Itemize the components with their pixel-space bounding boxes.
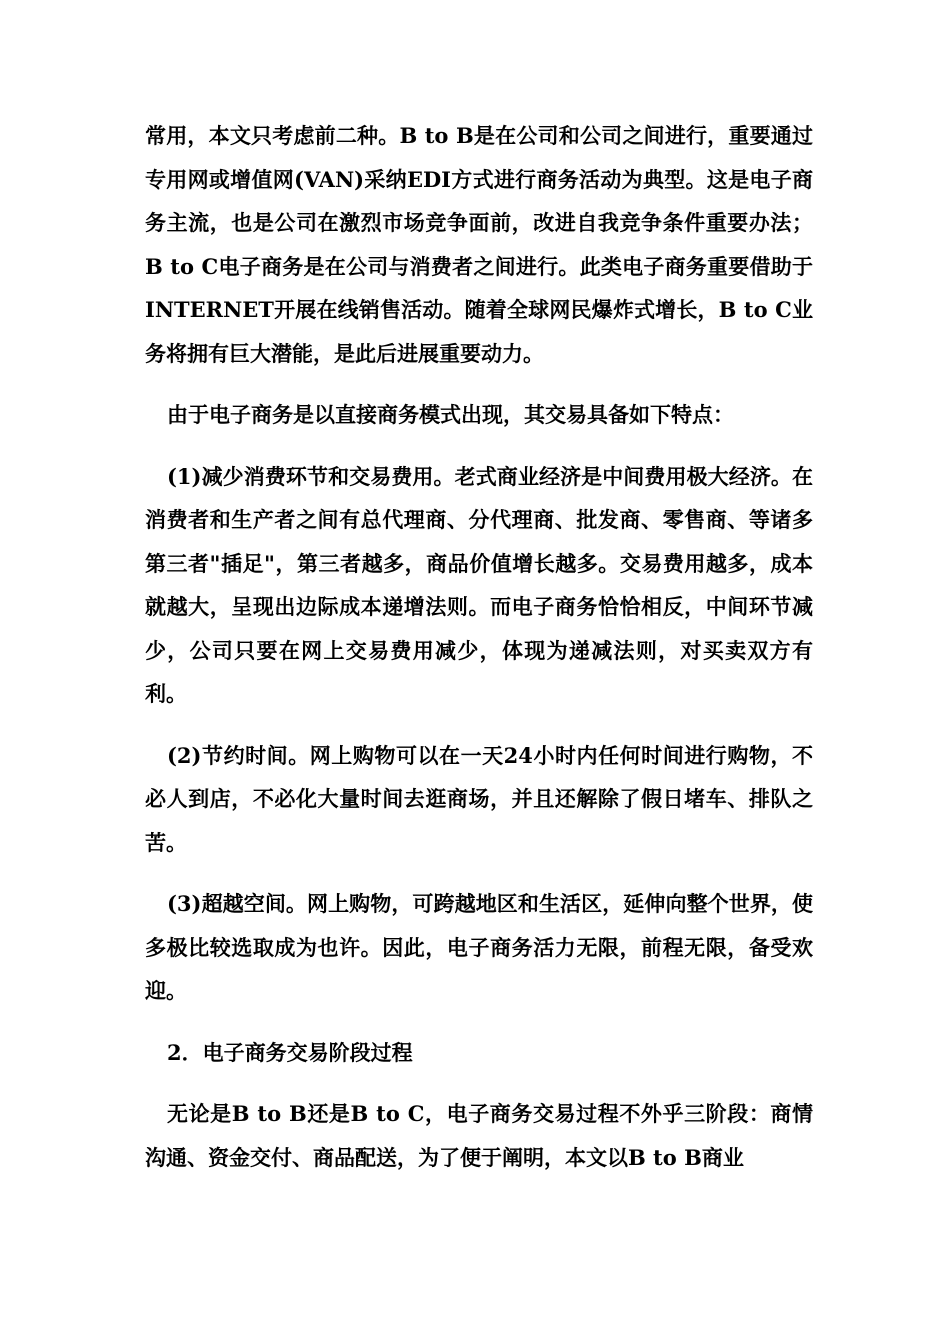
paragraph-features-intro: 由于电子商务是以直接商务模式出现，其交易具备如下特点： [167,402,734,427]
paragraph-feature-2: (2)节约时间。网上购物可以在一天24小时内任何时间进行购物，不必人到店，不必化大量时间去逛商场，并且还解除了假日堵车、排队之苦。 [145,742,813,855]
paragraph-transaction-stages: 无论是B to B还是B to C，电子商务交易过程不外乎三阶段：商情沟通、资金交付、商品配送，为了便于阐明，本文以B to B商业 [145,1101,813,1170]
paragraph-feature-3: (3)超越空间。网上购物，可跨越地区和生活区，延伸向整个世界，使多极比较选取成为也许。因此，电子商务活力无限，前程无限，备受欢迎。 [145,891,813,1003]
section-heading: 2．电子商务交易阶段过程 [167,1039,413,1065]
paragraph-b2b-b2c-overview: 常用，本文只考虑前二种。B to B是在公司和公司之间进行，重要通过专用网或增值网(VAN)采纳EDI方式进行商务活动为典型。这是电子商务主流，也是公司在激烈市场竞争面前，改进自我竞争条件重要办法；B to C电子商务是在公司与消费者之间进行。此类电子商务重要借助于INTERNET开展在线销售活动。随着全球网民爆炸式增长，B to C业务将拥有巨大潜能，是此后进展重要动力。 [145,123,813,366]
paragraph-feature-1: (1)减少消费环节和交易费用。老式商业经济是中间费用极大经济。在消费者和生产者之间有总代理商、分代理商、批发商、零售商、等诸多第三者"插足"，第三者越多，商品价值增长越多。交易费用越多，成本就越大，呈现出边际成本递增法则。而电子商务恰恰相反，中间环节减少，公司只要在网上交易费用减少，体现为递减法则，对买卖双方有利。 [145,463,813,706]
document-body [145,114,813,1197]
